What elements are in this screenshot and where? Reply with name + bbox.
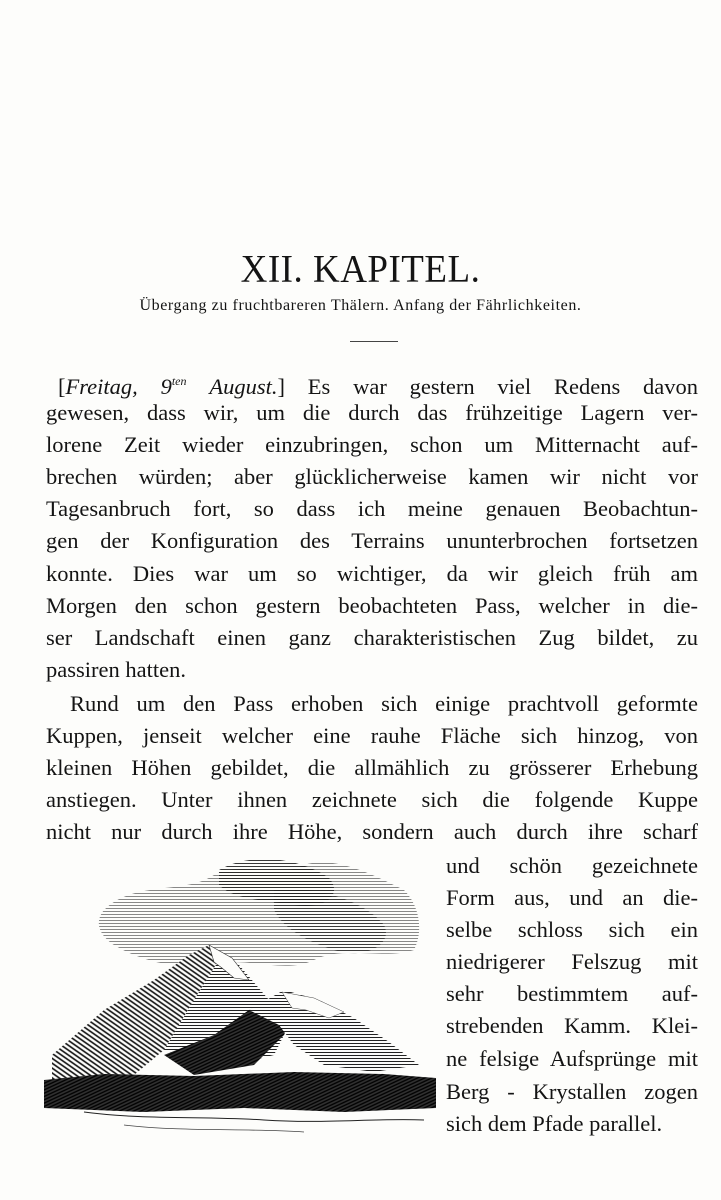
text-line: gewesen, dass wir, um die durch das frühzeitige Lagern ver- — [46, 400, 698, 425]
title-rule — [350, 341, 398, 342]
text-line — [46, 365, 698, 397]
text-line: gen der Konfiguration des Terrains ununterbrochen fortsetzen — [46, 528, 698, 553]
text-line: ser Landschaft einen ganz charakteristischen Zug bildet, zu — [46, 625, 698, 650]
text-line: anstiegen. Unter ihnen zeichnete sich die folgende Kuppe — [46, 787, 698, 812]
date-bracket-close: ] — [277, 374, 285, 399]
text-line: und schön gezeichnete — [446, 853, 698, 878]
text-line: konnte. Dies war um so wichtiger, da wir gleich früh am — [46, 561, 698, 586]
text-line: brechen würden; aber glücklicherweise kamen wir nicht vor — [46, 464, 698, 489]
line-text: Es war gestern viel Redens davon — [307, 374, 698, 399]
text-line: niedrigerer Felszug mit — [446, 949, 698, 974]
date-number: $9^{ten}$ — [160, 374, 187, 399]
date-superscript: ten — [171, 374, 187, 388]
text-line: sich dem Pfade parallel. — [446, 1111, 663, 1136]
text-line: selbe schloss sich ein — [446, 917, 698, 942]
date-day: Freitag, — [65, 374, 138, 399]
mountain-engraving-icon — [44, 850, 436, 1140]
text-line: Berg - Krystallen zogen — [446, 1079, 698, 1104]
text-line: ne felsige Aufsprünge mit — [446, 1046, 698, 1071]
text-line: Rund um den Pass erhoben sich einige prachtvoll geformte — [70, 691, 698, 716]
date-bracket-open: [ — [58, 374, 66, 399]
text-line: Form aus, und an die- — [446, 885, 698, 910]
text-line: Tagesanbruch fort, so dass ich meine genauen Beobachtun- — [46, 496, 698, 521]
text-line: Kuppen, jenseit welcher eine rauhe Fläche sich hinzog, von — [46, 723, 698, 748]
text-line: passiren hatten. — [46, 657, 186, 682]
text-line: nicht nur durch ihre Höhe, sondern auch durch ihre scharf — [46, 819, 698, 844]
text-line: strebenden Kamm. Klei- — [446, 1013, 698, 1038]
chapter-subtitle: Übergang zu fruchtbareren Thälern. Anfang der Fährlichkeiten. — [139, 297, 582, 314]
text-line: sehr bestimmtem auf- — [446, 981, 698, 1006]
text-line: lorene Zeit wieder einzubringen, schon um Mitternacht auf- — [46, 432, 698, 457]
text-line: Morgen den schon gestern beobachteten Pass, welcher in die- — [46, 593, 698, 618]
text-line: kleinen Höhen gebildet, die allmählich zu grösserer Erhebung — [46, 755, 698, 780]
chapter-title: XII. KAPITEL. — [240, 247, 481, 292]
date-month: August. — [209, 374, 278, 399]
